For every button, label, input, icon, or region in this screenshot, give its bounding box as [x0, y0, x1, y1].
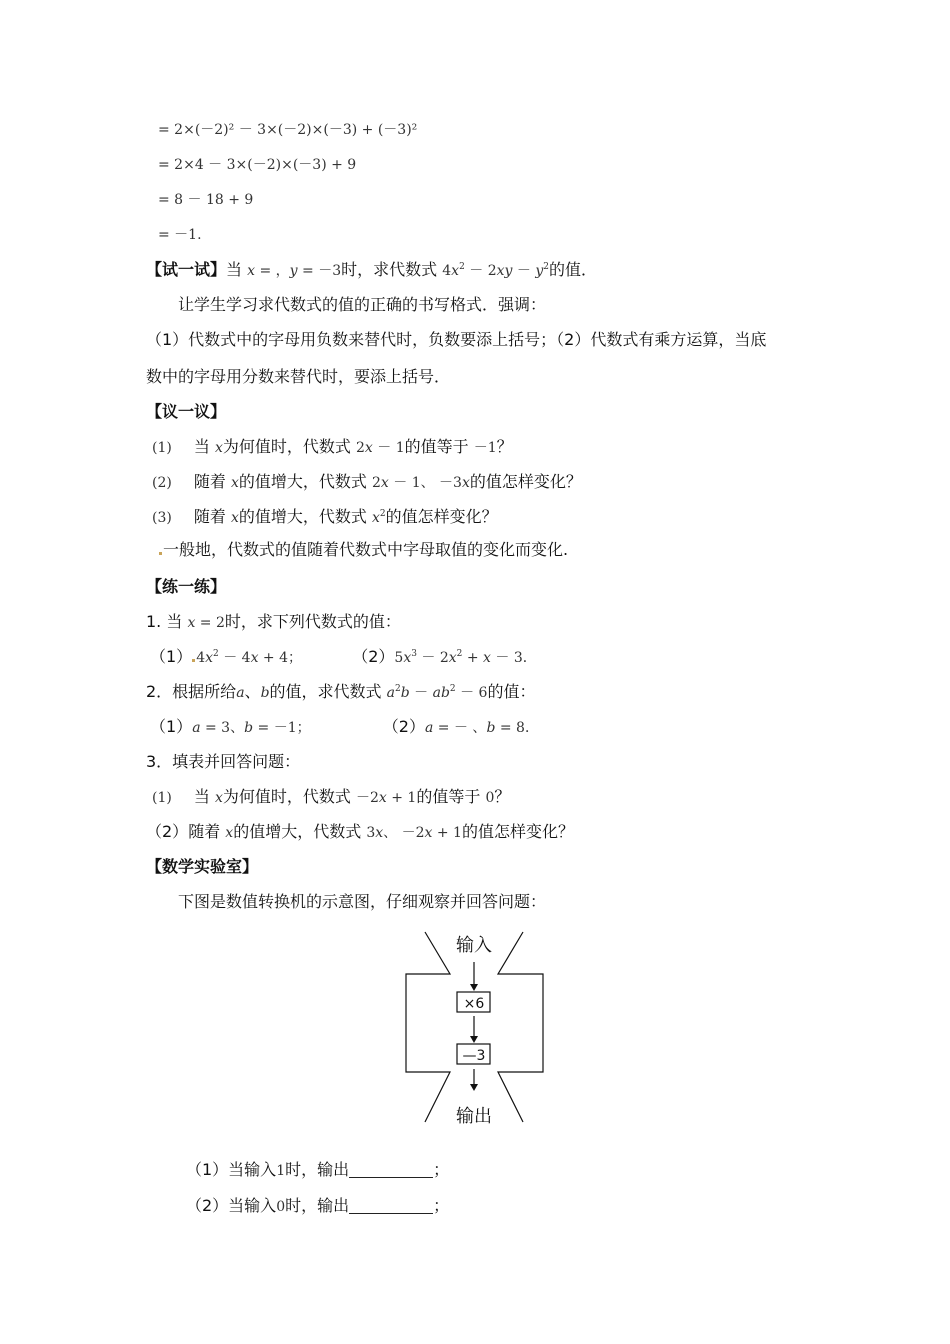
practice-heading: 【练一练】	[146, 577, 227, 596]
practice-item-3-question-2: （2）随着 x的值增大，代数式 3x、 －2x + 1的值怎样变化？	[146, 822, 574, 841]
discuss-question-2: (2) 随着 x的值增大，代数式 2x － 1、 －3x的值怎样变化？	[152, 472, 582, 491]
machine-input-label: 输入	[456, 935, 492, 956]
conversion-machine-diagram	[400, 928, 560, 1128]
practice-item-1: 1. 当 x = 2时，求下列代数式的值：	[146, 612, 401, 631]
try-description: 让学生学习求代数式的值的正确的书写格式．强调：	[178, 295, 547, 314]
arrow-2-head	[470, 1036, 478, 1043]
calc-line-1: = 2×(－2)² － 3×(－2)×(－3) + (－3)²	[158, 122, 418, 138]
discuss-question-1: (1) 当 x为何值时，代数式 2x － 1的值等于 －1？	[152, 437, 513, 456]
machine-right-outline	[498, 932, 543, 1122]
practice-item-2-parts: （1）a = 3、b = －1； （2）a = － 、b = 8．	[150, 717, 539, 736]
try-line: 【试一试】当 x = ，y = －3时，求代数式 $4x^2 - 2xy - y^2$的值．	[146, 260, 598, 279]
lab-answer-2: （2）当输入0时，输出 ；	[186, 1196, 450, 1215]
try-note-2: 数中的字母用分数来替代时，要添上括号．	[146, 367, 451, 386]
discuss-conclusion: 一般地，代数式的值随着代数式中字母取值的变化而变化.	[159, 540, 568, 560]
lab-heading: 【数学实验室】	[146, 857, 259, 876]
calc-line-2: = 2×4 － 3×(－2)×(－3) + 9	[158, 157, 357, 173]
lab-description: 下图是数值转换机的示意图，仔细观察并回答问题：	[178, 892, 547, 911]
practice-item-2: 2．根据所给a、b的值，求代数式 $a^2b - ab^2 - 6$的值：	[146, 682, 536, 701]
calc-line-3: = 8 － 18 + 9	[158, 192, 254, 208]
arrow-3-head	[470, 1084, 478, 1091]
practice-item-3: 3．填表并回答问题：	[146, 752, 301, 771]
answer-blank-2[interactable]	[349, 1197, 433, 1214]
answer-blank-1[interactable]	[349, 1161, 433, 1178]
machine-op2-label: —3	[462, 1048, 486, 1064]
discuss-heading: 【议一议】	[146, 402, 227, 421]
try-note-1: （1）代数式中的字母用负数来替代时，负数要添上括号；（2）代数式有乘方运算，当底	[146, 330, 767, 349]
try-heading: 【试一试】	[146, 260, 227, 279]
calc-line-4: = －1.	[158, 227, 202, 243]
machine-op1-label: ×6	[463, 996, 485, 1012]
lab-answer-1: （1）当输入1时，输出 ；	[186, 1160, 450, 1179]
practice-item-3-question-1: (1) 当 x为何值时，代数式 －2x + 1的值等于 0？	[152, 787, 511, 806]
machine-output-label: 输出	[456, 1106, 492, 1127]
discuss-question-3: (3) 随着 x的值增大，代数式 $x^2$的值怎样变化？	[152, 507, 498, 526]
practice-item-1-parts: （1） $4x^2 - 4x + 4$； $(2)5x^3 - 2x^2 + x - 3$．	[150, 647, 537, 666]
machine-left-outline	[406, 932, 450, 1122]
arrow-1-head	[470, 984, 478, 991]
